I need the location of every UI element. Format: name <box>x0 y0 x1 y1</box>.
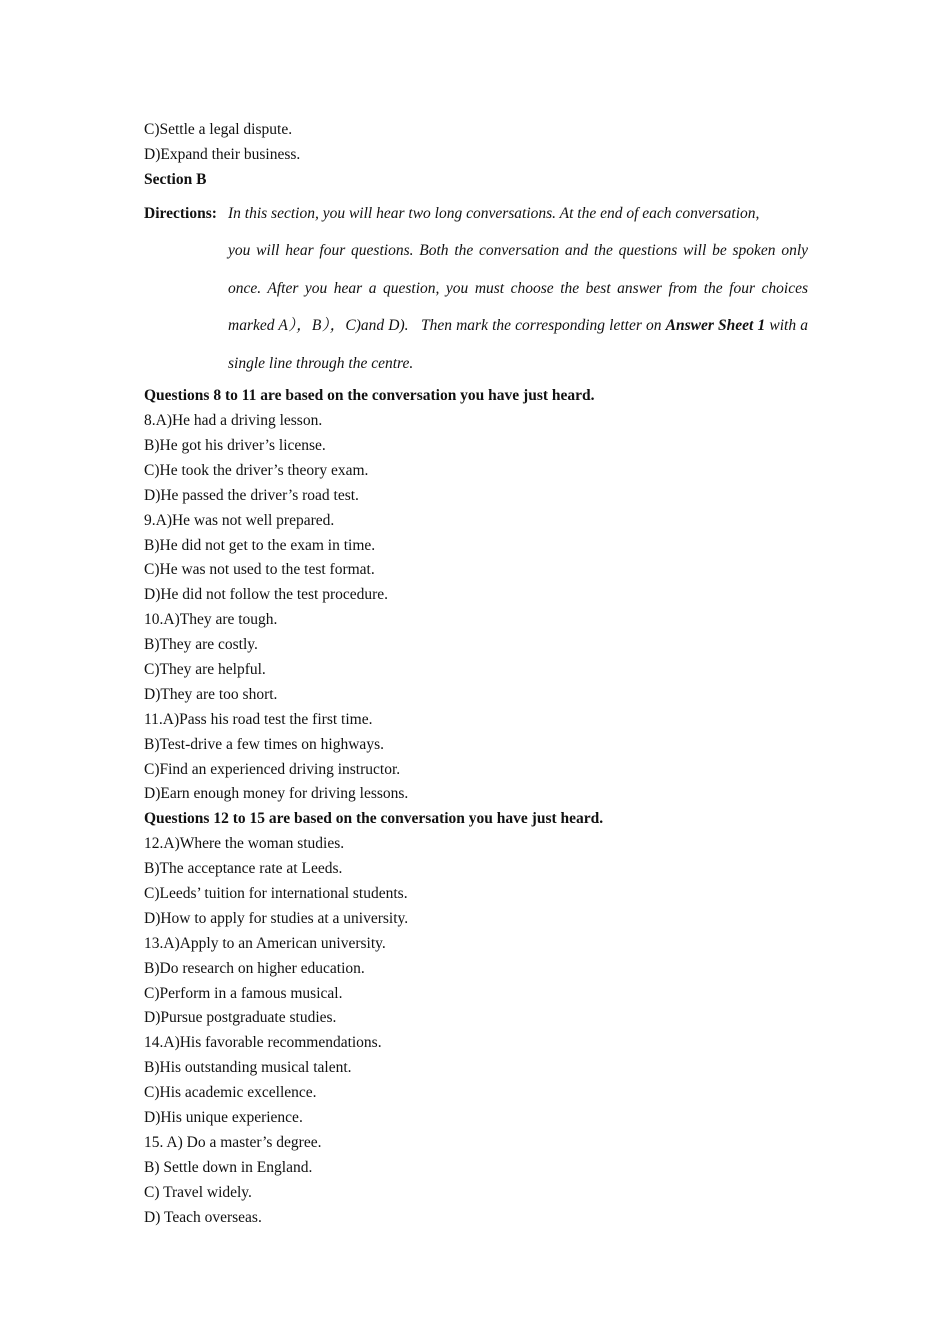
option-line: D)He did not follow the test procedure. <box>144 586 389 604</box>
option-line: D)Expand their business. <box>144 145 301 163</box>
group-heading: Questions 8 to 11 are based on the conversation you have just heard. <box>144 387 595 405</box>
option-line: D)His unique experience. <box>144 1109 303 1126</box>
pre-items <box>144 118 824 168</box>
option-line: B)He got his driver’s license. <box>144 436 326 454</box>
directions-text-2: you will hear four questions. Both the conversation and the questions will be spoken only once. After you hear a question, you must choose the best answer from the four choices marked A），B），C)and D). Then mark the corresponding letter on <box>228 242 808 335</box>
option-line: D)Earn enough money for driving lessons. <box>144 785 409 803</box>
directions-text-rest <box>228 232 808 382</box>
directions-block <box>144 195 824 383</box>
option-line: B)The acceptance rate at Leeds. <box>144 860 343 878</box>
option-line: 11.A)Pass his road test the first time. <box>144 710 373 728</box>
option-line: B)His outstanding musical talent. <box>144 1059 352 1077</box>
document-page <box>144 118 824 1230</box>
option-line: D) Teach overseas. <box>144 1208 262 1226</box>
option-line: C)Find an experienced driving instructor. <box>144 760 401 778</box>
option-line: 10.A)They are tough. <box>144 611 278 629</box>
section-title: Section B <box>144 170 207 188</box>
option-line: D)How to apply for studies at a university. <box>144 909 409 927</box>
option-line: C)Perform in a famous musical. <box>144 984 343 1002</box>
directions-label: Directions: <box>144 204 217 222</box>
option-line: C)He was not used to the test format. <box>144 561 375 579</box>
question-group-8-11 <box>144 384 824 807</box>
option-line: C)Settle a legal dispute. <box>144 121 293 138</box>
option-line: B) Settle down in England. <box>144 1158 313 1176</box>
option-line: B)Test-drive a few times on highways. <box>144 735 384 753</box>
option-line: C)They are helpful. <box>144 660 266 678</box>
option-line: C)Leeds’ tuition for international students. <box>144 884 408 902</box>
option-line: B)They are costly. <box>144 636 258 654</box>
option-line: B)He did not get to the exam in time. <box>144 536 376 554</box>
option-line: D)Pursue postgraduate studies. <box>144 1009 337 1027</box>
option-line: 15. A) Do a master’s degree. <box>144 1133 322 1151</box>
directions-text <box>144 195 808 383</box>
option-line: 14.A)His favorable recommendations. <box>144 1034 382 1052</box>
directions-text-3: with a single line through the centre. <box>228 317 808 372</box>
question-group-12-15 <box>144 807 824 1230</box>
option-line: C)His academic excellence. <box>144 1084 317 1102</box>
option-line: C) Travel widely. <box>144 1183 252 1201</box>
option-line: 8.A)He had a driving lesson. <box>144 412 323 430</box>
option-line: C)He took the driver’s theory exam. <box>144 461 369 479</box>
group-heading: Questions 12 to 15 are based on the conversation you have just heard. <box>144 810 604 828</box>
option-line: 12.A)Where the woman studies. <box>144 835 345 853</box>
option-line: 9.A)He was not well prepared. <box>144 511 335 529</box>
option-line: D)They are too short. <box>144 685 278 703</box>
option-line: D)He passed the driver’s road test. <box>144 486 359 504</box>
option-line: B)Do research on higher education. <box>144 959 365 977</box>
directions-text-line-1: In this section, you will hear two long conversations. At the end of each conversation, <box>228 204 760 222</box>
option-line: 13.A)Apply to an American university. <box>144 934 386 952</box>
answer-sheet-label: Answer Sheet 1 <box>665 317 766 335</box>
